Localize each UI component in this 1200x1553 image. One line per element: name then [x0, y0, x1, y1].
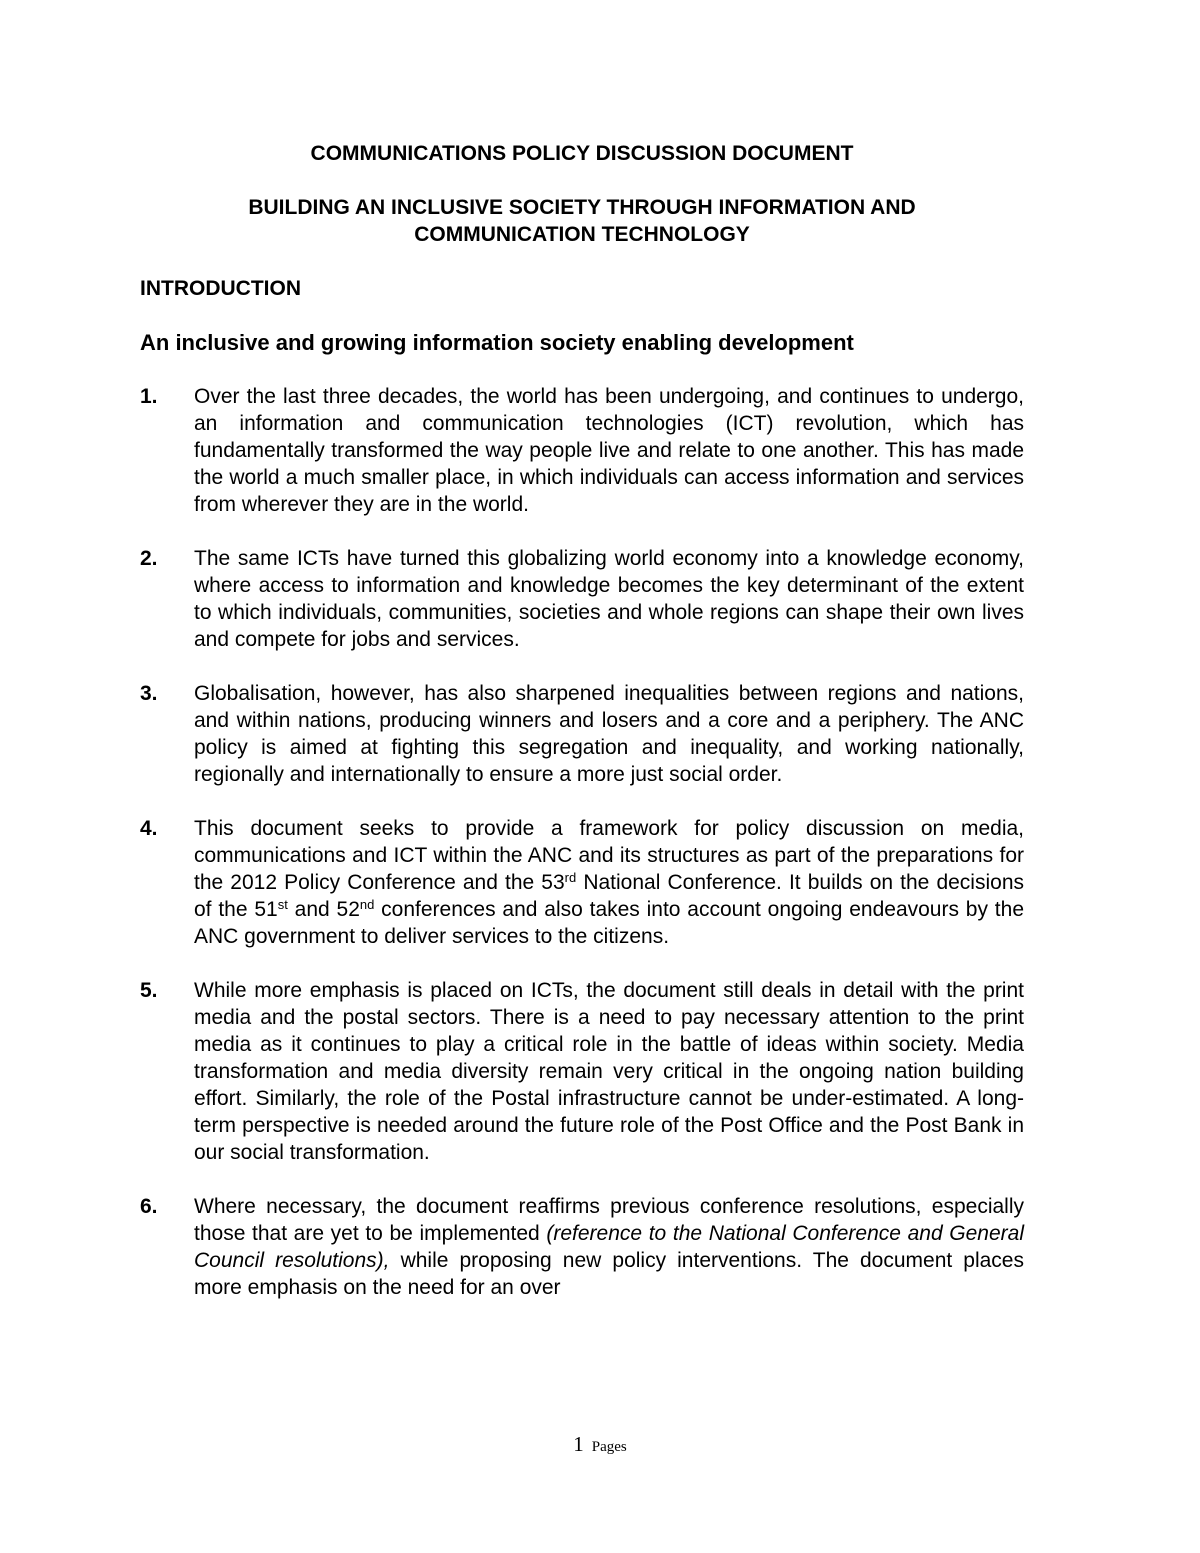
subtitle-line-1: BUILDING AN INCLUSIVE SOCIETY THROUGH INFORMATION AND	[248, 196, 916, 219]
paragraph-text-part: and 52	[287, 898, 360, 921]
paragraph-text-part: National Conference. It builds on the decisions of the 51	[194, 871, 1024, 921]
ordinal-superscript: rd	[564, 870, 577, 885]
paragraph-text: Over the last three decades, the world has been undergoing, and continues to undergo, an information and communication technologies (ICT) revolution, which has fundamentally transformed the way people live and relate to one another. This has made the world a much smaller place, in which individuals can access information and services from wherever they are in the world.	[194, 385, 1024, 516]
page-label: Pages	[591, 1439, 627, 1455]
paragraph-number: 6.	[140, 1195, 158, 1218]
paragraph-text-part: while proposing new policy interventions. The document places more emphasis on the need for an over	[194, 1249, 1024, 1299]
document-title: COMMUNICATIONS POLICY DISCUSSION DOCUMENT	[310, 142, 854, 165]
section-heading: INTRODUCTION	[140, 277, 301, 300]
paragraph-number: 2.	[140, 547, 158, 570]
ordinal-superscript: nd	[359, 897, 375, 912]
paragraph-text-part: conferences and also takes into account ongoing endeavours by the ANC government to deliver services to the citizens.	[194, 898, 1024, 948]
paragraph-text-part: Where necessary, the document reaffirms previous conference resolutions, especially those that are yet to be implemented	[194, 1195, 1024, 1245]
paragraph-text: Globalisation, however, has also sharpened inequalities between regions and nations, and within nations, producing winners and losers and a core and a periphery. The ANC policy is aimed at fighting this segregation and inequality, and working nationally, regionally and internationally to ensure a more just social order.	[194, 682, 1024, 786]
paragraph-number: 3.	[140, 682, 158, 705]
ordinal-superscript: st	[277, 897, 288, 912]
document-subtitle	[140, 194, 1024, 248]
subsection-heading: An inclusive and growing information society enabling development	[140, 330, 854, 355]
document-body	[140, 140, 1024, 1328]
paragraph-text-part: This document seeks to provide a framework for policy discussion on media, communications and ICT within the ANC and its structures as part of the preparations for the 2012 Policy Conference and the 53	[194, 817, 1024, 894]
page-footer	[0, 1432, 1200, 1457]
paragraph-6	[140, 1193, 1024, 1301]
paragraph-text: While more emphasis is placed on ICTs, the document still deals in detail with the print media and the postal sectors. There is a need to pay necessary attention to the print media as it continues to play a critical role in the battle of ideas within society. Media transformation and media diversity remain very critical in the ongoing nation building effort. Similarly, the role of the Postal infrastructure cannot be under-estimated. A long-term perspective is needed around the future role of the Post Office and the Post Bank in our social transformation.	[194, 979, 1024, 1164]
paragraph-1	[140, 383, 1024, 518]
paragraph-4	[140, 815, 1024, 950]
paragraph-text	[194, 1195, 1024, 1299]
paragraph-number: 4.	[140, 817, 158, 840]
paragraph-2	[140, 545, 1024, 653]
paragraph-3	[140, 680, 1024, 788]
paragraph-5	[140, 977, 1024, 1166]
paragraph-number: 5.	[140, 979, 158, 1002]
paragraph-text	[194, 817, 1024, 948]
subtitle-line-2: COMMUNICATION TECHNOLOGY	[414, 223, 750, 246]
paragraph-number: 1.	[140, 385, 158, 408]
page-number: 1	[573, 1432, 584, 1456]
italic-reference: (reference to the National Conference and General Council resolutions),	[194, 1222, 1024, 1272]
paragraph-text: The same ICTs have turned this globalizing world economy into a knowledge economy, where access to information and knowledge becomes the key determinant of the extent to which individuals, communities, societies and whole regions can shape their own lives and compete for jobs and services.	[194, 547, 1024, 651]
